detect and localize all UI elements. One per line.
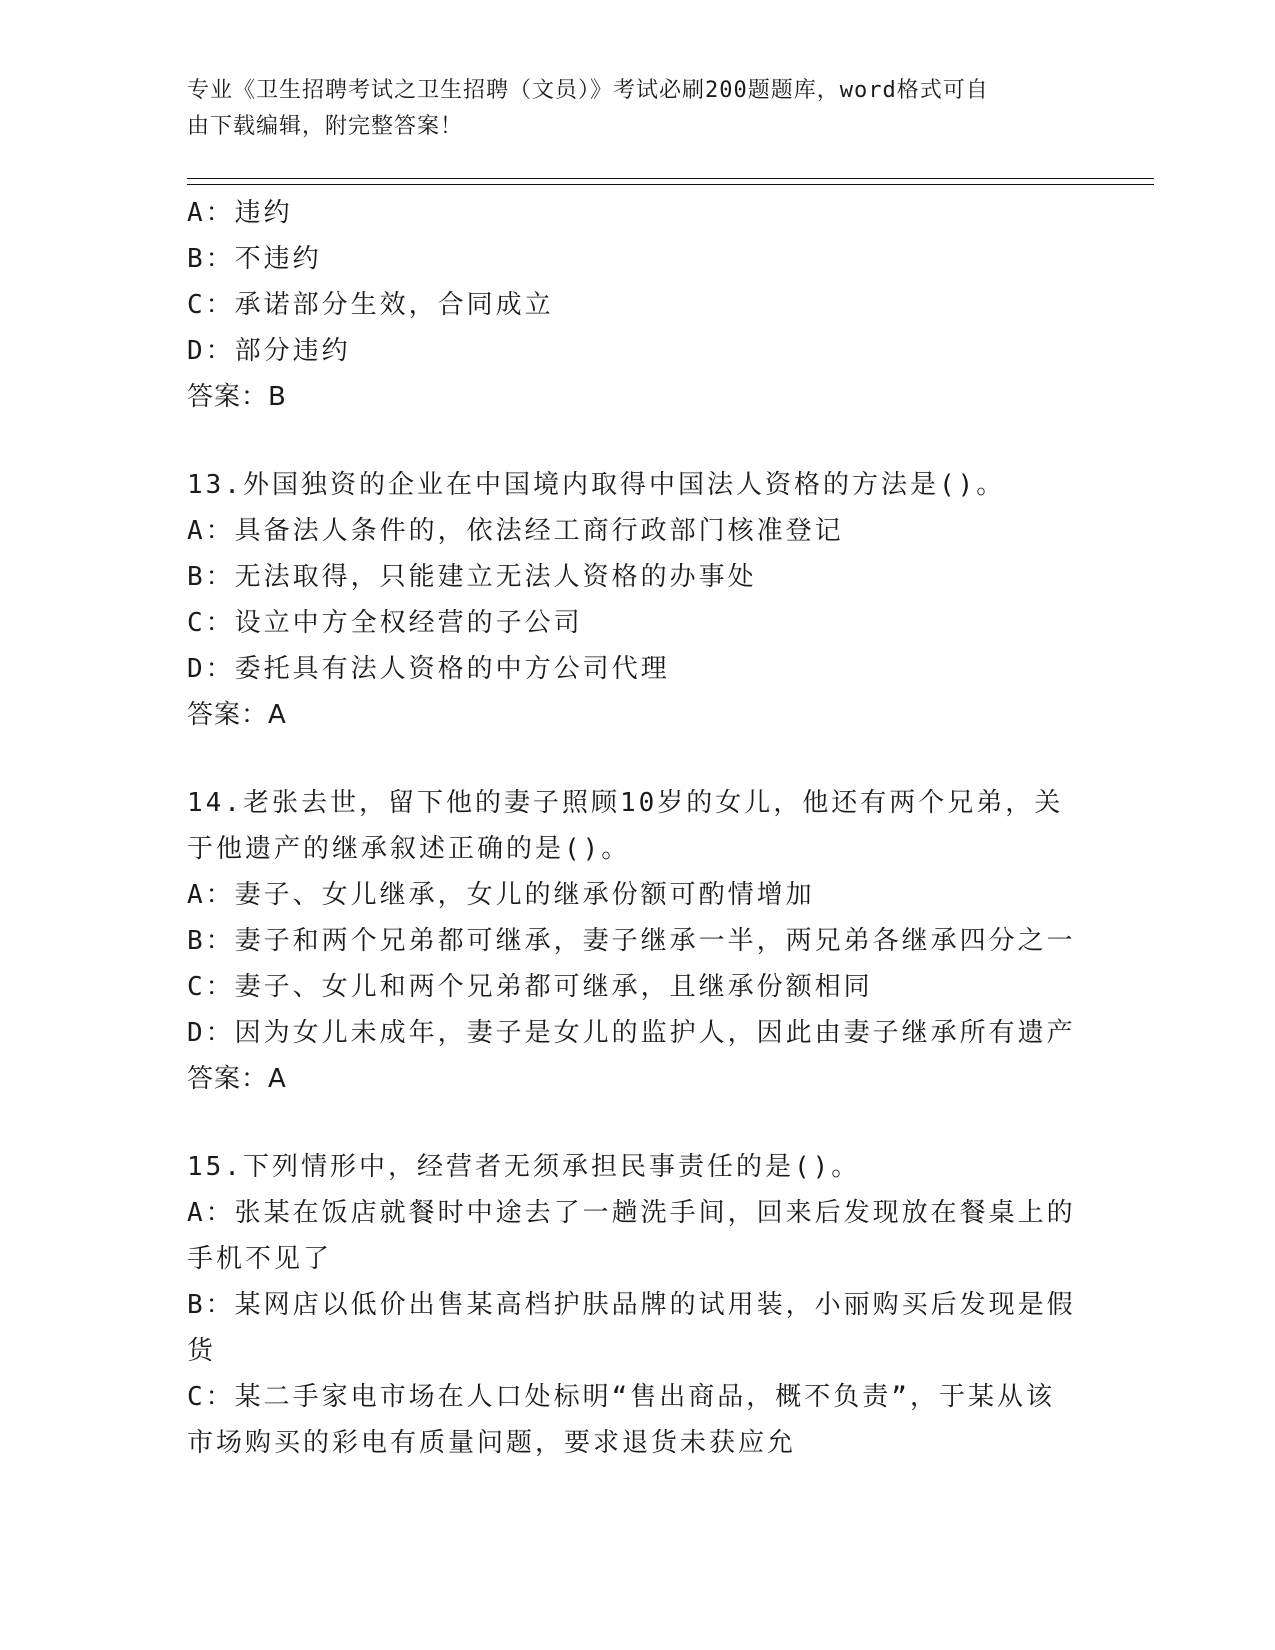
question-list [187,190,1087,1466]
option-c: C：某二手家电市场在人口处标明“售出商品，概不负责”，于某从该 [187,1382,1055,1412]
question-stem: 14.老张去世，留下他的妻子照顾10岁的女儿，他还有两个兄弟，关 [187,788,1064,818]
option-b: B：某网店以低价出售某高档护肤品牌的试用装，小丽购买后发现是假 [187,1290,1076,1320]
option-d: D：委托具有法人资格的中方公司代理 [187,654,670,684]
option-d: D：部分违约 [187,336,351,366]
option-c-cont: 市场购买的彩电有质量问题，要求退货未获应允 [187,1428,797,1458]
option-a-cont: 手机不见了 [187,1244,333,1274]
option-c: C：妻子、女儿和两个兄弟都可继承，且继承份额相同 [187,972,873,1002]
option-a: A：张某在饭店就餐时中途去了一趟洗手间，回来后发现放在餐桌上的 [187,1198,1076,1228]
option-a: A：具备法人条件的，依法经工商行政部门核准登记 [187,516,844,546]
answer-line: 答案：B [187,382,287,412]
question-14 [187,780,1087,1102]
option-a: A：违约 [187,198,293,228]
question-stem-cont: 于他遗产的继承叙述正确的是()。 [187,834,631,864]
header-line-1: 专业《卫生招聘考试之卫生招聘（文员）》考试必刷200题题库，word格式可自 [187,78,989,103]
option-a: A：妻子、女儿继承，女儿的继承份额可酌情增加 [187,880,815,910]
option-c: C：承诺部分生效，合同成立 [187,290,554,320]
option-b: B：不违约 [187,244,322,274]
option-b-cont: 货 [187,1336,217,1366]
header-divider-bottom [187,184,1154,185]
question-stem: 13.外国独资的企业在中国境内取得中国法人资格的方法是()。 [187,470,1006,500]
option-b: B：妻子和两个兄弟都可继承，妻子继承一半，两兄弟各继承四分之一 [187,926,1076,956]
question-stem: 15.下列情形中，经营者无须承担民事责任的是()。 [187,1152,861,1182]
question-13 [187,462,1087,738]
answer-line: 答案：A [187,700,287,730]
answer-line: 答案：A [187,1064,287,1094]
option-c: C：设立中方全权经营的子公司 [187,608,583,638]
option-b: B：无法取得，只能建立无法人资格的办事处 [187,562,757,592]
document-header [187,73,1067,145]
header-line-2: 由下载编辑，附完整答案！ [187,114,464,139]
question-12-tail [187,190,1087,420]
header-divider-top [187,178,1154,179]
question-15 [187,1144,1087,1466]
option-d: D：因为女儿未成年，妻子是女儿的监护人，因此由妻子继承所有遗产 [187,1018,1076,1048]
